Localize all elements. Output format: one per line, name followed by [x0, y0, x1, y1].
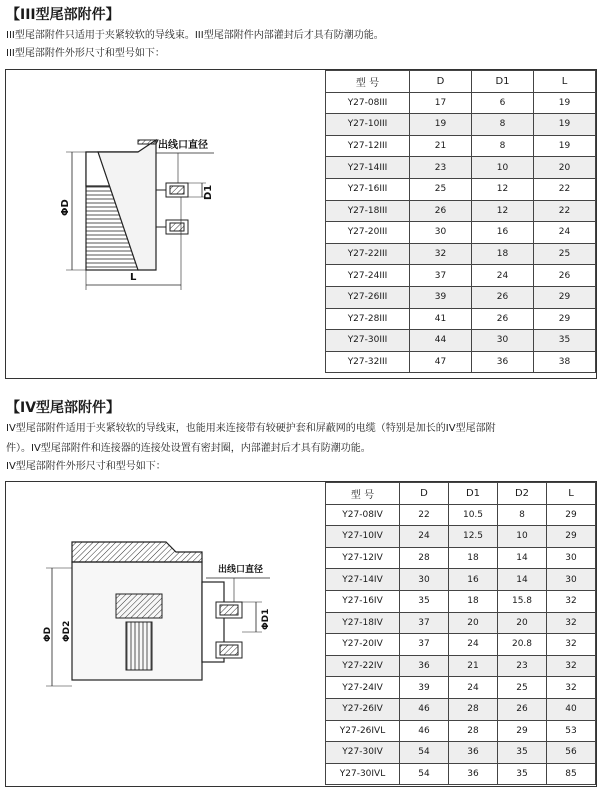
value-cell: 18 [449, 590, 498, 612]
value-cell: 8 [498, 504, 547, 526]
model-cell: Y27-14III [326, 157, 410, 179]
model-cell: Y27-26IVL [326, 720, 400, 742]
value-cell: 26 [498, 698, 547, 720]
value-cell: 47 [410, 351, 472, 373]
value-cell: 12 [472, 178, 534, 200]
table-header-row [326, 71, 596, 93]
value-cell: 29 [547, 504, 596, 526]
model-cell: Y27-24IV [326, 677, 400, 699]
value-cell: 22 [400, 504, 449, 526]
type3-table-body [326, 92, 596, 373]
value-cell: 24 [472, 265, 534, 287]
table-row [326, 677, 596, 699]
value-cell: 26 [472, 286, 534, 308]
value-cell: 32 [547, 655, 596, 677]
value-cell: 37 [400, 612, 449, 634]
model-cell: Y27-30III [326, 330, 410, 352]
value-cell: 20 [498, 612, 547, 634]
model-cell: Y27-16III [326, 178, 410, 200]
value-cell: 25 [498, 677, 547, 699]
section4-dimensions-intro: IV型尾部附件外形尺寸和型号如下： [6, 461, 166, 472]
section4-description-line2: 件）。IV型尾部附件和连接器的连接处设置有密封圈，内部灌封后才具有防潮功能。 [6, 443, 371, 454]
value-cell: 20 [534, 157, 596, 179]
model-cell: Y27-20III [326, 222, 410, 244]
model-cell: Y27-16IV [326, 590, 400, 612]
col-header-d1: D1 [472, 71, 534, 93]
section3-panel [5, 69, 597, 379]
value-cell: 19 [410, 114, 472, 136]
value-cell: 39 [410, 286, 472, 308]
value-cell: 15.8 [498, 590, 547, 612]
col-header-d1: D1 [449, 483, 498, 505]
value-cell: 32 [410, 243, 472, 265]
col-header-l: L [534, 71, 596, 93]
table-row [326, 720, 596, 742]
col-header-l: L [547, 483, 596, 505]
type3-d1-label: D1 [203, 184, 214, 200]
value-cell: 32 [547, 677, 596, 699]
table-row [326, 286, 596, 308]
table-row [326, 178, 596, 200]
value-cell: 18 [449, 547, 498, 569]
model-cell: Y27-28III [326, 308, 410, 330]
value-cell: 46 [400, 720, 449, 742]
table-row [326, 92, 596, 114]
table-row [326, 547, 596, 569]
value-cell: 12 [472, 200, 534, 222]
type3-l-label: L [130, 272, 137, 283]
model-cell: Y27-30IV [326, 742, 400, 764]
type3-spec-table [325, 70, 596, 373]
value-cell: 16 [472, 222, 534, 244]
value-cell: 54 [400, 763, 449, 785]
table-row [326, 243, 596, 265]
value-cell: 10 [498, 526, 547, 548]
section3-description: III型尾部附件只适用于夹紧较软的导线束。III型尾部附件内部灌封后才具有防潮功能。 [6, 30, 384, 41]
value-cell: 36 [472, 351, 534, 373]
value-cell: 30 [547, 547, 596, 569]
table-row [326, 504, 596, 526]
type3-drawing [6, 70, 326, 378]
model-cell: Y27-22IV [326, 655, 400, 677]
value-cell: 41 [410, 308, 472, 330]
model-cell: Y27-08IV [326, 504, 400, 526]
value-cell: 30 [472, 330, 534, 352]
table-row [326, 330, 596, 352]
type4-od-label: ΦD [43, 626, 53, 642]
value-cell: 32 [547, 590, 596, 612]
value-cell: 24 [449, 677, 498, 699]
value-cell: 18 [472, 243, 534, 265]
value-cell: 85 [547, 763, 596, 785]
model-cell: Y27-10III [326, 114, 410, 136]
value-cell: 8 [472, 114, 534, 136]
value-cell: 56 [547, 742, 596, 764]
value-cell: 44 [410, 330, 472, 352]
type4-spec-table [325, 482, 596, 785]
type4-table-body [326, 504, 596, 785]
table-row [326, 265, 596, 287]
value-cell: 24 [534, 222, 596, 244]
model-cell: Y27-10IV [326, 526, 400, 548]
value-cell: 28 [449, 698, 498, 720]
value-cell: 32 [547, 612, 596, 634]
value-cell: 26 [534, 265, 596, 287]
value-cell: 29 [534, 286, 596, 308]
table-row [326, 698, 596, 720]
col-header-d: D [400, 483, 449, 505]
model-cell: Y27-12III [326, 135, 410, 157]
value-cell: 54 [400, 742, 449, 764]
value-cell: 28 [449, 720, 498, 742]
value-cell: 19 [534, 114, 596, 136]
table-row [326, 200, 596, 222]
value-cell: 29 [547, 526, 596, 548]
value-cell: 23 [410, 157, 472, 179]
model-cell: Y27-24III [326, 265, 410, 287]
value-cell: 22 [534, 200, 596, 222]
value-cell: 10 [472, 157, 534, 179]
value-cell: 16 [449, 569, 498, 591]
value-cell: 12.5 [449, 526, 498, 548]
col-header-model: 型 号 [326, 483, 400, 505]
section4-panel [5, 481, 597, 787]
value-cell: 6 [472, 92, 534, 114]
value-cell: 37 [410, 265, 472, 287]
table-row [326, 526, 596, 548]
table-row [326, 569, 596, 591]
value-cell: 29 [498, 720, 547, 742]
value-cell: 19 [534, 135, 596, 157]
value-cell: 10.5 [449, 504, 498, 526]
model-cell: Y27-32III [326, 351, 410, 373]
value-cell: 35 [534, 330, 596, 352]
value-cell: 14 [498, 569, 547, 591]
section4-description-line1: IV型尾部附件适用于夹紧较软的导线束，也能用来连接带有较硬护套和屏蔽网的电缆（特别是加长的IV型尾部附 [6, 423, 496, 434]
type3-od-label: ΦD [60, 199, 71, 216]
type4-drawing [6, 482, 326, 786]
table-row [326, 742, 596, 764]
value-cell: 32 [547, 634, 596, 656]
value-cell: 37 [400, 634, 449, 656]
model-cell: Y27-22III [326, 243, 410, 265]
value-cell: 24 [400, 526, 449, 548]
value-cell: 25 [410, 178, 472, 200]
table-row [326, 612, 596, 634]
table-row [326, 222, 596, 244]
value-cell: 19 [534, 92, 596, 114]
col-header-model: 型 号 [326, 71, 410, 93]
table-row [326, 157, 596, 179]
type4-d2-label: ΦD2 [62, 620, 72, 642]
table-row [326, 351, 596, 373]
model-cell: Y27-18IV [326, 612, 400, 634]
value-cell: 30 [410, 222, 472, 244]
value-cell: 35 [498, 742, 547, 764]
model-cell: Y27-20IV [326, 634, 400, 656]
section3-dimensions-intro: III型尾部附件外形尺寸和型号如下： [6, 48, 165, 59]
value-cell: 26 [472, 308, 534, 330]
table-row [326, 590, 596, 612]
model-cell: Y27-14IV [326, 569, 400, 591]
table-row [326, 634, 596, 656]
value-cell: 30 [547, 569, 596, 591]
model-cell: Y27-26III [326, 286, 410, 308]
value-cell: 38 [534, 351, 596, 373]
table-row [326, 135, 596, 157]
value-cell: 28 [400, 547, 449, 569]
value-cell: 35 [400, 590, 449, 612]
value-cell: 20 [449, 612, 498, 634]
value-cell: 23 [498, 655, 547, 677]
value-cell: 20.8 [498, 634, 547, 656]
model-cell: Y27-12IV [326, 547, 400, 569]
col-header-d2: D2 [498, 483, 547, 505]
value-cell: 21 [410, 135, 472, 157]
model-cell: Y27-30IVL [326, 763, 400, 785]
model-cell: Y27-18III [326, 200, 410, 222]
table-row [326, 308, 596, 330]
value-cell: 22 [534, 178, 596, 200]
col-header-d: D [410, 71, 472, 93]
value-cell: 35 [498, 763, 547, 785]
model-cell: Y27-26IV [326, 698, 400, 720]
value-cell: 29 [534, 308, 596, 330]
value-cell: 8 [472, 135, 534, 157]
type4-d1-label: ΦD1 [261, 608, 271, 630]
value-cell: 46 [400, 698, 449, 720]
value-cell: 36 [449, 742, 498, 764]
value-cell: 36 [449, 763, 498, 785]
value-cell: 40 [547, 698, 596, 720]
value-cell: 36 [400, 655, 449, 677]
type4-outlet-label: 出线口直径 [218, 565, 264, 575]
value-cell: 14 [498, 547, 547, 569]
value-cell: 24 [449, 634, 498, 656]
value-cell: 30 [400, 569, 449, 591]
table-row [326, 114, 596, 136]
section4-heading: 【IV型尾部附件】 [6, 400, 121, 416]
value-cell: 17 [410, 92, 472, 114]
table-row [326, 655, 596, 677]
table-row [326, 763, 596, 785]
value-cell: 25 [534, 243, 596, 265]
value-cell: 39 [400, 677, 449, 699]
value-cell: 26 [410, 200, 472, 222]
table-header-row [326, 483, 596, 505]
type3-outlet-label: 出线口直径 [158, 140, 208, 151]
section3-heading: 【III型尾部附件】 [6, 7, 120, 23]
model-cell: Y27-08III [326, 92, 410, 114]
value-cell: 21 [449, 655, 498, 677]
value-cell: 53 [547, 720, 596, 742]
